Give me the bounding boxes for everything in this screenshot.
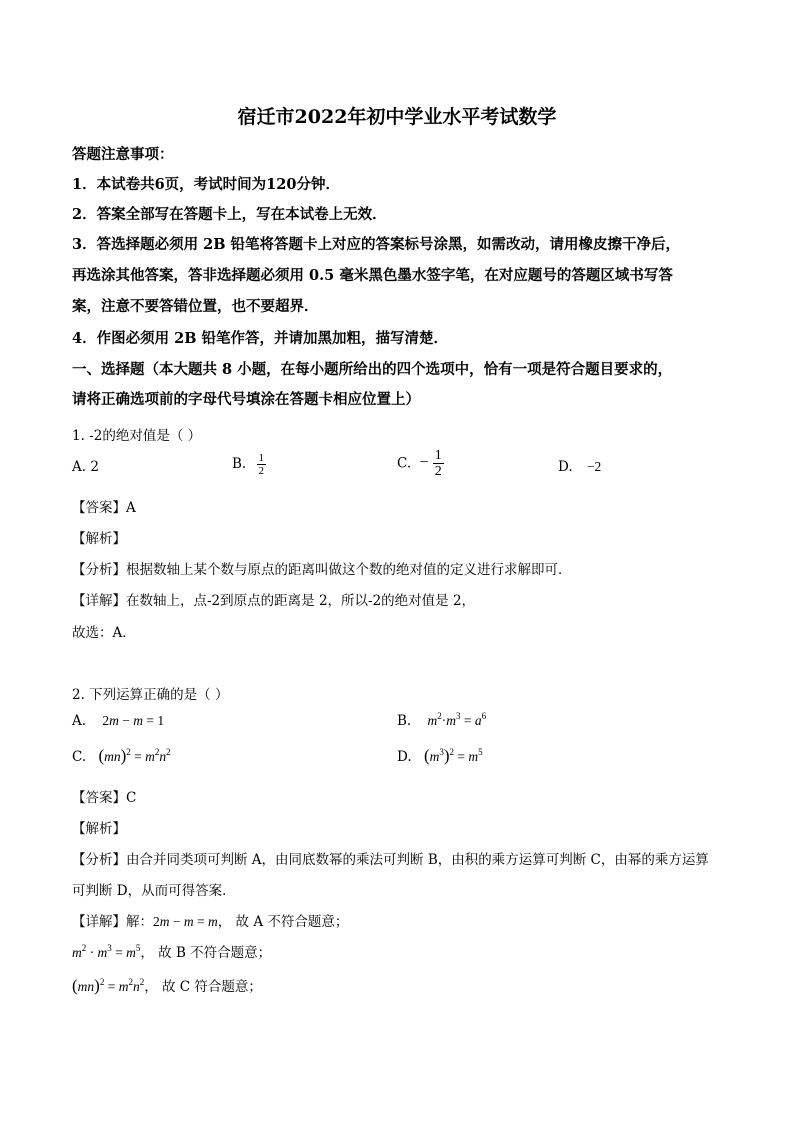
question-2-detail-c: $(mn)^2 = m^2n^2$， 故 C 符合题意；	[72, 976, 262, 995]
question-2-answer: 【答案】C	[72, 790, 137, 806]
page-title: 宿迁市2022年初中学业水平考试数学	[237, 106, 557, 128]
instruction-item-4: 4．作图必须用 2B 铅笔作答，并请加黑加粗，描写清楚．	[72, 330, 449, 347]
option-c-label: C.	[72, 749, 87, 765]
option-d-value: −2	[586, 459, 602, 474]
question-2-option-b	[397, 713, 486, 729]
question-1-analysis-heading: 【解析】	[72, 531, 126, 547]
instruction-item-3-line-2: 再选涂其他答案，答非选择题必须用 0.5 毫米黑色墨水签字笔，在对应题号的答题区域书写答	[72, 267, 673, 284]
question-2-detail-b: $m^2 \cdot m^3 = m^5$， 故 B 不符合题意；	[72, 943, 272, 961]
instruction-item-2: 2．答案全部写在答题卡上，写在本试卷上无效．	[72, 206, 387, 223]
question-1-option-c	[397, 448, 444, 480]
option-b-label: B.	[232, 456, 247, 473]
section-heading-line-2: 请将正确选项前的字母代号填涂在答题卡相应位置上）	[72, 391, 420, 408]
option-a-expression: 2m − m = 1	[102, 713, 165, 728]
instructions-heading: 答题注意事项：	[72, 146, 174, 163]
instruction-item-1: 1．本试卷共6页，考试时间为120分钟．	[72, 176, 340, 193]
question-1-option-d	[558, 459, 601, 475]
fraction-denominator: 2	[258, 465, 265, 478]
question-2-analysis-heading: 【解析】	[72, 821, 126, 837]
fraction-numerator: 1	[434, 448, 442, 463]
question-1-conclusion: 故选：A．	[72, 625, 136, 641]
detail-a-note: ， 故 A 不符合题意；	[217, 914, 349, 930]
option-a-label: A.	[72, 713, 87, 729]
instruction-item-3-line-3: 案，注意不要答错位置，也不要超界．	[72, 298, 319, 315]
fraction-numerator: 1	[258, 452, 265, 464]
option-d-expression: $(m^3)^2 = m^5$	[423, 746, 483, 765]
option-d-label: D.	[397, 749, 412, 765]
question-2-analysis-line-1: 【分析】由合并同类项可判断 A，由同底数幂的乘法可判断 B，由积的乘方运算可判断 C，由幂的乘方运算	[72, 852, 709, 868]
minus-sign: −	[419, 454, 429, 472]
fraction-one-half	[257, 452, 267, 477]
option-c-expression: $(mn)^2 = m^2n^2$	[98, 746, 171, 765]
instruction-item-3-line-1: 3．答选择题必须用 2B 铅笔将答题卡上对应的答案标号涂黑，如需改动，请用橡皮擦干净后，	[72, 236, 681, 253]
question-1-stem: 1. -2的绝对值是（ ）	[72, 428, 202, 444]
question-2-analysis-line-2: 可判断 D，从而可得答案．	[72, 883, 236, 899]
option-d-label: D.	[558, 459, 573, 475]
option-b-label: B.	[397, 713, 412, 729]
question-2-stem: 2. 下列运算正确的是（ ）	[72, 687, 229, 703]
option-b-expression: $m^2\cdot m^3 = a^6$	[427, 711, 487, 728]
question-1-detail: 【详解】在数轴上，点-2到原点的距离是 2，所以-2的绝对值是 2，	[72, 593, 476, 609]
question-2-option-a	[72, 713, 164, 729]
option-c-label: C.	[397, 455, 412, 472]
question-1-answer: 【答案】A	[72, 500, 136, 516]
question-2-option-d	[397, 746, 483, 766]
detail-c-note: ， 故 C 符合题意；	[144, 979, 262, 995]
fraction-one-half	[433, 448, 444, 480]
question-1-option-a: A. 2	[72, 459, 99, 475]
question-1-option-b	[232, 452, 266, 477]
detail-b-note: ， 故 B 不符合题意；	[140, 945, 272, 961]
question-2-option-c	[72, 746, 171, 766]
fraction-denominator: 2	[434, 464, 442, 480]
section-heading-line-1: 一、选择题（本大题共 8 小题，在每小题所给出的四个选项中，恰有一项是符合题目要求的，	[72, 361, 673, 378]
detail-prefix: 【详解】解：	[72, 914, 153, 930]
question-1-analysis: 【分析】根据数轴上某个数与原点的距离叫做这个数的绝对值的定义进行求解即可．	[72, 562, 572, 578]
question-2-detail-a: 【详解】解：2m − m = m， 故 A 不符合题意；	[72, 914, 349, 930]
